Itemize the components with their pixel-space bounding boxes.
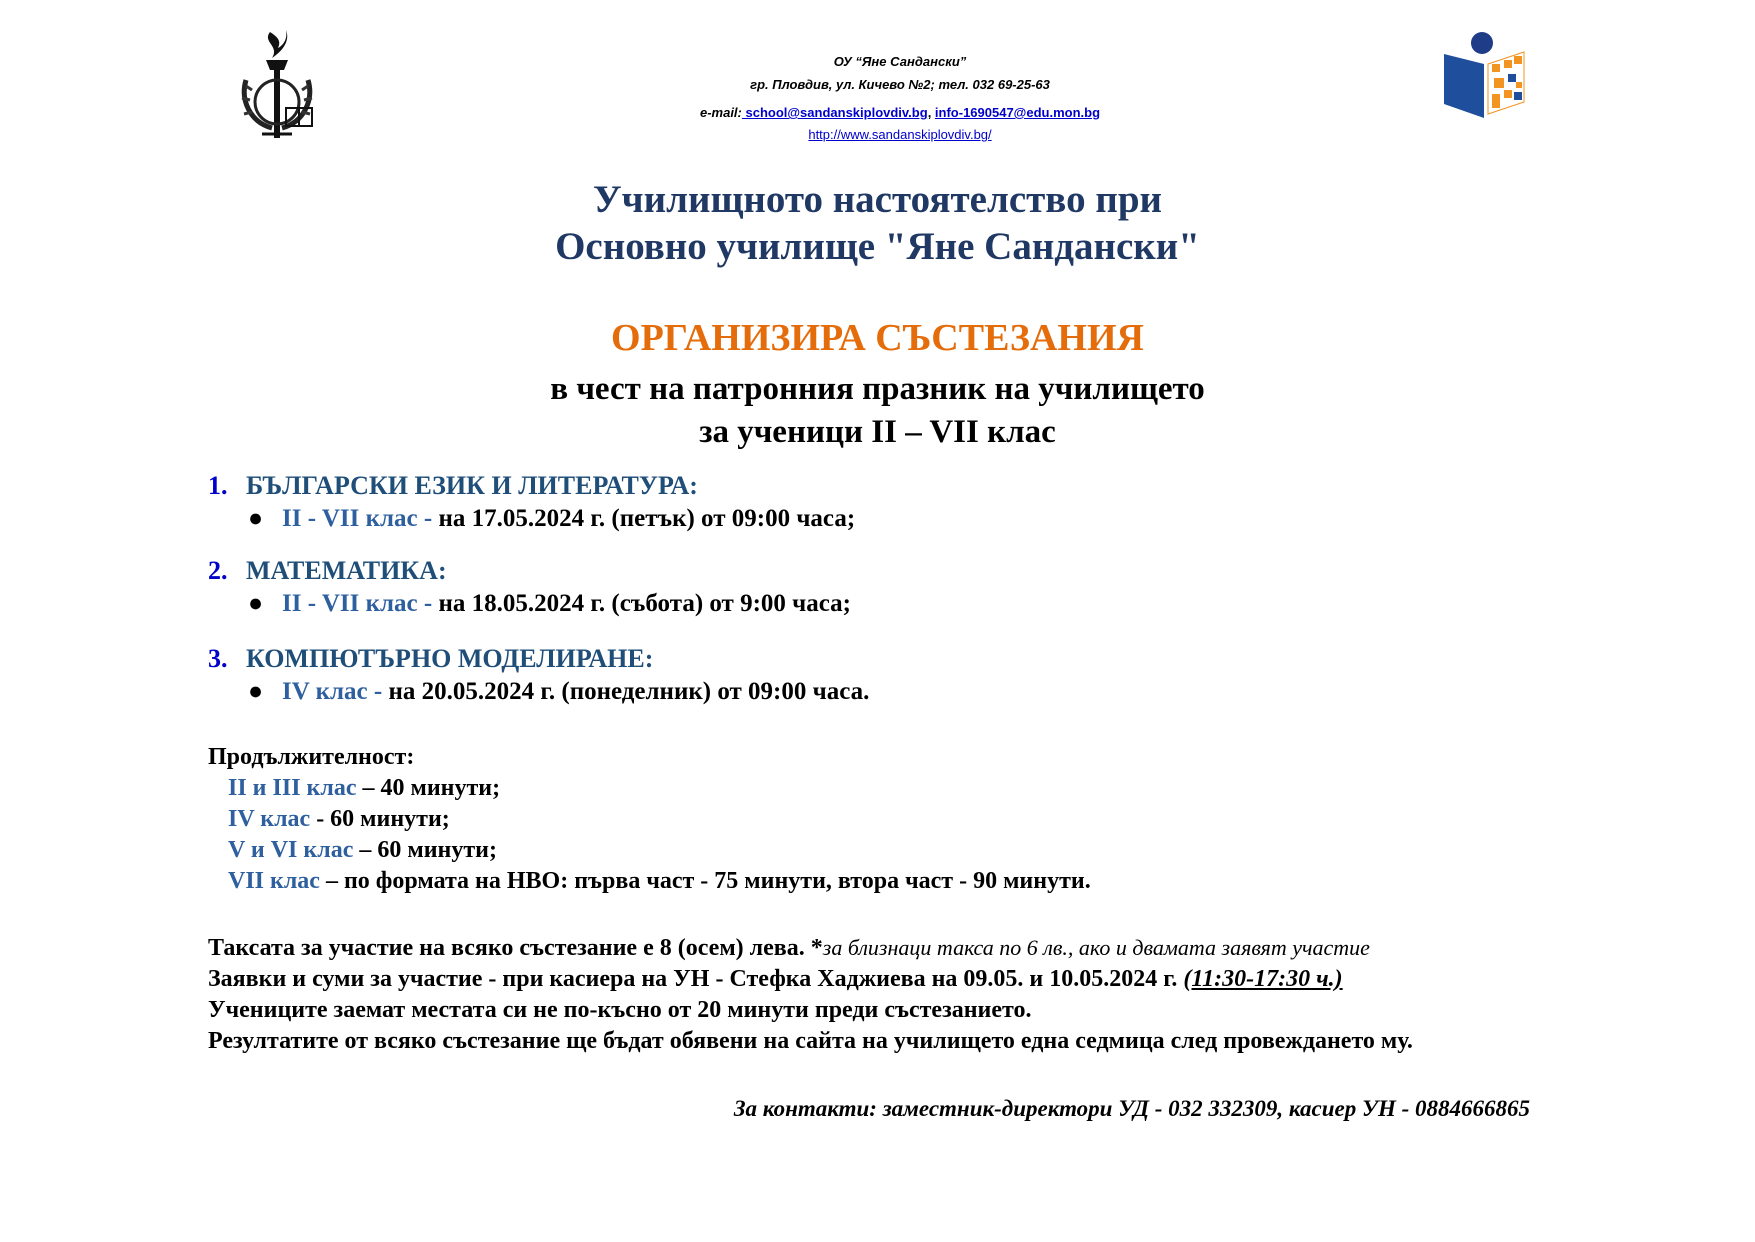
fee-text: Таксата за участие на всяко състезание е 8 (осем) лева. * <box>208 935 823 961</box>
fee-line <box>208 932 1413 964</box>
applications-text: Заявки и суми за участие - при касиера на УН - Стефка Хаджиева на 09.05. и 10.05.2024 г. <box>208 966 1184 992</box>
website-line <box>560 125 1240 145</box>
duration-item <box>208 804 1091 835</box>
main-title: ОРГАНИЗИРА СЪСТЕЗАНИЯ <box>611 317 1144 359</box>
section-number: 2. <box>208 556 228 585</box>
subtitle-line2: за ученици II – VII клас <box>699 414 1056 450</box>
school-header <box>560 52 1240 145</box>
results-line: Резултатите от всяко състезание ще бъдат обявени на сайта на училището една седмица след провеждането му. <box>208 1028 1413 1054</box>
notes-block <box>208 932 1413 1057</box>
competition-section-math <box>208 555 447 587</box>
contacts-line: За контакти: заместник-директори УД - 032 332309, касиер УН - 0884666865 <box>733 1096 1530 1121</box>
school-name: ОУ “Яне Сандански” <box>833 54 967 69</box>
school-emblem-logo <box>232 30 322 142</box>
section-classes: IV клас - <box>282 678 383 705</box>
email-link-info[interactable]: info-1690547@edu.mon.bg <box>934 105 1101 120</box>
duration-item <box>208 835 1091 866</box>
section-number: 1. <box>208 471 228 500</box>
section-name: МАТЕМАТИКА: <box>246 556 447 585</box>
email-link-school[interactable]: school@sandanskiplovdiv.bg <box>741 105 928 120</box>
website-link[interactable]: http://www.sandanskiplovdiv.bg/ <box>808 127 992 142</box>
email-separator: , <box>927 105 935 120</box>
duration-classes: V и VI клас <box>228 837 354 863</box>
section-detail-bulgarian <box>248 503 855 535</box>
duration-item <box>208 866 1091 897</box>
board-title <box>0 176 1755 270</box>
email-label: e-mail: <box>699 105 742 120</box>
section-classes: II - VII клас - <box>282 505 433 532</box>
applications-hours: (11:30-17:30 ч.) <box>1183 966 1343 992</box>
education-logo <box>1440 30 1530 120</box>
section-detail-modeling <box>248 676 869 708</box>
section-name: БЪЛГАРСКИ ЕЗИК И ЛИТЕРАТУРА: <box>246 471 698 500</box>
section-number: 3. <box>208 644 228 673</box>
duration-classes: VII клас <box>228 868 320 894</box>
competition-section-bulgarian <box>208 470 698 502</box>
competition-section-modeling <box>208 643 653 675</box>
subtitle-line1: в чест на патронния празник на училището <box>550 371 1205 407</box>
bullet-icon: ● <box>248 505 264 532</box>
section-date: на 20.05.2024 г. (понеделник) от 09:00 часа. <box>382 678 870 705</box>
duration-heading: Продължителност: <box>208 744 415 770</box>
duration-block <box>208 742 1091 897</box>
applications-line <box>208 964 1413 995</box>
fee-note: за близнаци такса по 6 лв., ако и двамата заявят участие <box>822 935 1370 960</box>
duration-item <box>208 773 1091 804</box>
board-title-line2: Основно училище "Яне Сандански" <box>555 225 1200 268</box>
bullet-icon: ● <box>248 590 264 617</box>
school-address: гр. Пловдив, ул. Кичево №2; тел. 032 69-25-63 <box>750 77 1050 92</box>
duration-classes: IV клас <box>228 806 311 832</box>
board-title-line1: Училищното настоятелство при <box>593 178 1162 221</box>
duration-text: - 60 минути; <box>310 806 450 832</box>
duration-text: – по формата на НВО: първа част - 75 минути, втора част - 90 минути. <box>319 868 1091 894</box>
duration-text: – 40 минути; <box>356 775 501 801</box>
section-name: КОМПЮТЪРНО МОДЕЛИРАНЕ: <box>246 644 654 673</box>
arrival-line: Учениците заемат местата си не по-късно от 20 минути преди състезанието. <box>208 997 1032 1023</box>
section-date: на 18.05.2024 г. (събота) от 9:00 часа; <box>432 590 851 617</box>
section-detail-math <box>248 588 851 620</box>
email-line <box>560 103 1240 123</box>
section-classes: II - VII клас - <box>282 590 433 617</box>
section-date: на 17.05.2024 г. (петък) от 09:00 часа; <box>432 505 856 532</box>
bullet-icon: ● <box>248 678 264 705</box>
subtitle <box>0 368 1755 454</box>
duration-text: – 60 минути; <box>353 837 497 863</box>
duration-classes: II и III клас <box>228 775 357 801</box>
